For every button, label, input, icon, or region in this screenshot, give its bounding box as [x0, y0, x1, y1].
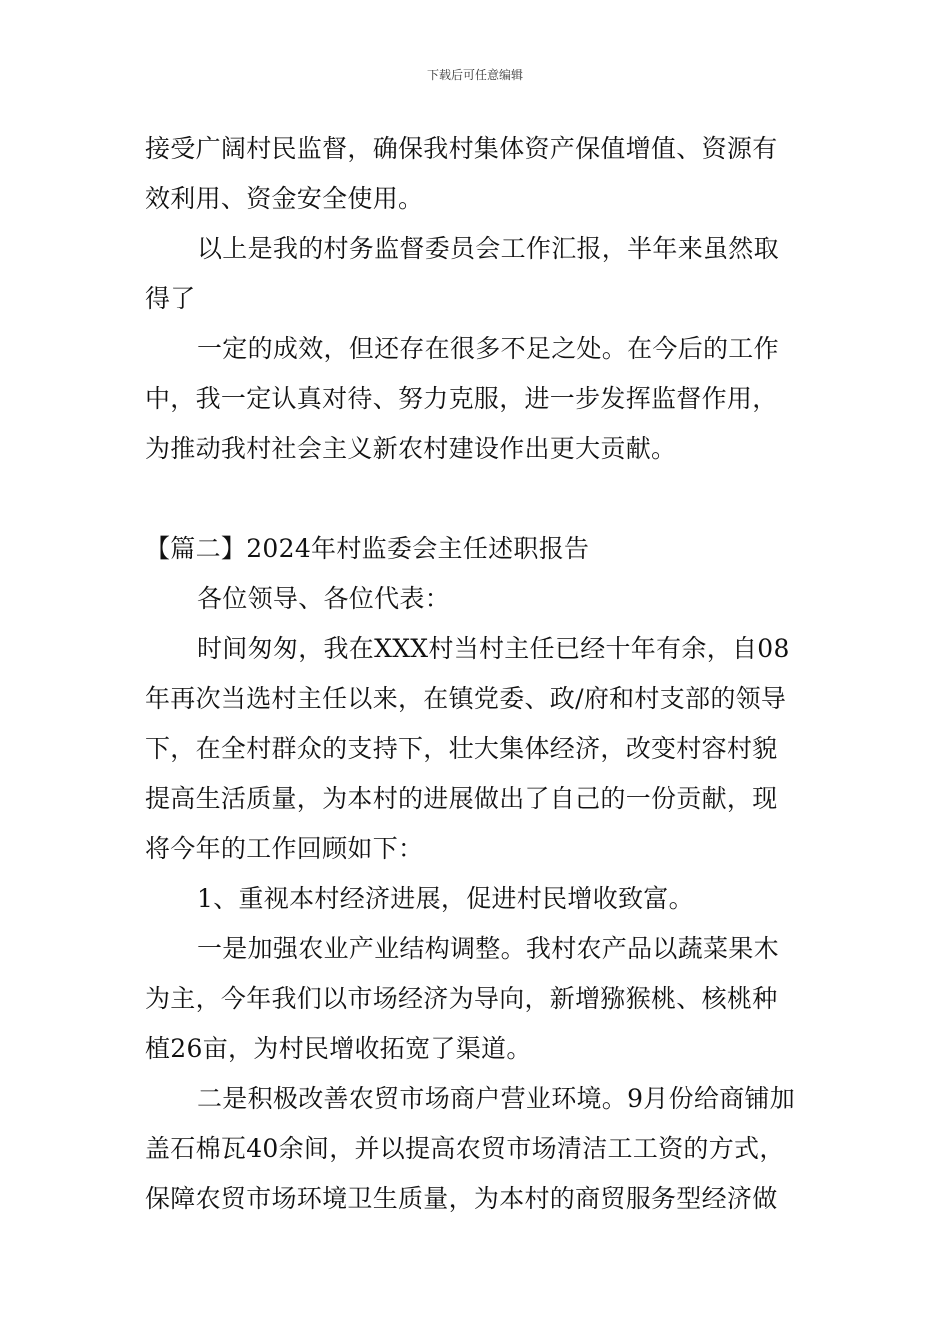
- text-line: 以上是我的村务监督委员会工作汇报，半年来虽然取: [197, 234, 779, 263]
- text-line: 二是积极改善农贸市场商户营业环境。9月份给商铺加: [197, 1084, 796, 1113]
- text-line: 植26亩，为村民增收拓宽了渠道。: [145, 1034, 532, 1063]
- text-line: 时间匆匆，我在XXX村当村主任已经十年有余，自08: [197, 634, 790, 663]
- text-line: 一是加强农业产业结构调整。我村农产品以蔬菜果木: [197, 934, 779, 963]
- text-line: 1、重视本村经济进展，促进村民增收致富。: [197, 884, 694, 913]
- section-gap: [145, 474, 810, 524]
- page-header-note: 下载后可任意编辑: [426, 68, 523, 82]
- text-line: 年再次当选村主任以来，在镇党委、政/府和村支部的领导: [145, 684, 787, 713]
- section-heading: 【篇二】2024年村监委会主任述职报告: [145, 534, 590, 563]
- document-body: [145, 124, 810, 1224]
- text-line: 提高生活质量，为本村的进展做出了自己的一份贡献，现: [145, 784, 778, 813]
- text-line: 盖石棉瓦40余间，并以提高农贸市场清洁工工资的方式，: [145, 1134, 785, 1163]
- text-line: 将今年的工作回顾如下：: [145, 834, 424, 863]
- text-line: 效利用、资金安全使用。: [145, 184, 424, 213]
- salutation: 各位领导、各位代表：: [197, 584, 451, 613]
- text-line: 一定的成效，但还存在很多不足之处。在今后的工作: [197, 334, 779, 363]
- text-line: 为推动我村社会主义新农村建设作出更大贡献。: [145, 434, 677, 463]
- text-line: 保障农贸市场环境卫生质量，为本村的商贸服务型经济做: [145, 1184, 778, 1213]
- text-line: 为主，今年我们以市场经济为导向，新增猕猴桃、核桃种: [145, 984, 778, 1013]
- text-line: 中，我一定认真对待、努力克服，进一步发挥监督作用，: [145, 384, 778, 413]
- text-line: 下，在全村群众的支持下，壮大集体经济，改变村容村貌: [145, 734, 778, 763]
- text-line: 得了: [145, 284, 196, 313]
- text-line: 接受广阔村民监督，确保我村集体资产保值增值、资源有: [145, 134, 778, 163]
